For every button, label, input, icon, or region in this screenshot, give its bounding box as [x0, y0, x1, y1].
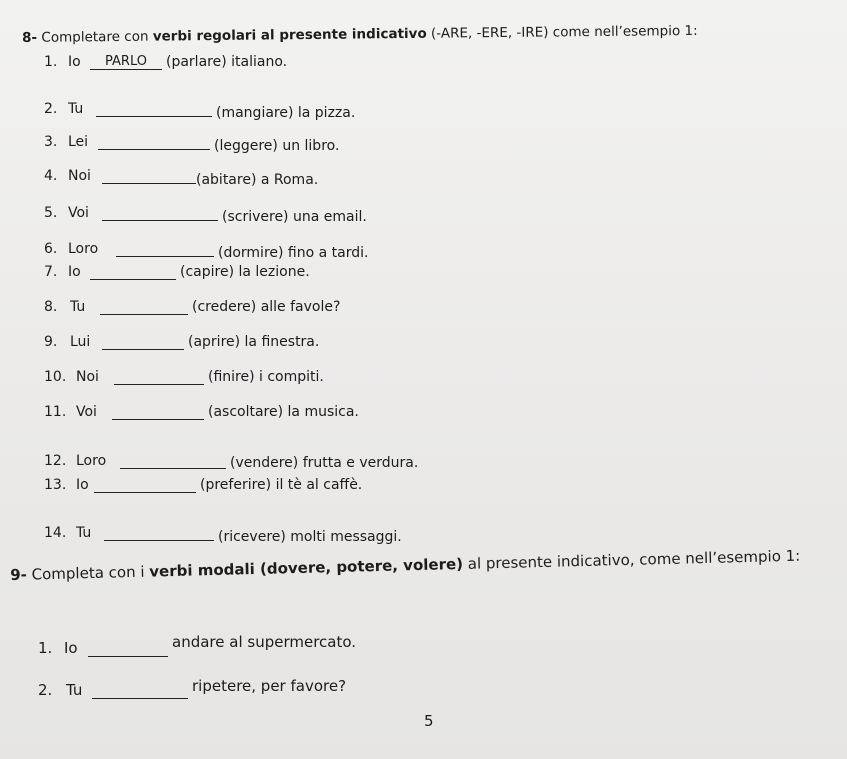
item-prompt: (finire) i compiti.: [208, 369, 324, 385]
item-prompt: (aprire) la finestra.: [188, 334, 320, 350]
item-number: 1.: [44, 54, 58, 70]
item-subject: Noi: [76, 369, 99, 385]
exercise-9-number: 9-: [10, 565, 28, 584]
exercise-8-item-4: [44, 155, 319, 188]
item-prompt: andare al supermercato.: [172, 633, 357, 651]
exercise-9-instruction-bold: verbi modali (dovere, potere, volere): [149, 554, 464, 581]
exercise-8-item-8: [44, 299, 340, 315]
answer-blank[interactable]: [88, 642, 168, 657]
item-number: 2.: [38, 681, 53, 699]
answer-blank[interactable]: [90, 265, 176, 280]
item-number: 8.: [44, 299, 58, 315]
exercise-8-item-5: [44, 192, 367, 225]
item-subject: Lui: [70, 334, 91, 350]
exercise-8-instruction: [22, 23, 698, 46]
item-subject: Io: [68, 54, 81, 70]
exercise-9-instruction-post: al presente indicativo, come nell’esempio 1:: [462, 546, 801, 573]
answer-blank[interactable]: PARLO: [90, 55, 162, 70]
item-number: 6.: [44, 241, 58, 257]
item-subject: Tu: [68, 101, 84, 117]
exercise-8-item-11: [44, 404, 359, 420]
item-prompt: (leggere) un libro.: [214, 138, 340, 154]
item-prompt: (ricevere) molti messaggi.: [218, 529, 402, 545]
answer-blank[interactable]: [116, 242, 214, 257]
item-number: 3.: [44, 134, 58, 150]
item-number: 5.: [44, 205, 58, 221]
item-subject: Voi: [68, 205, 89, 221]
item-number: 1.: [38, 639, 53, 657]
exercise-8-instruction-pre: Completare con: [41, 28, 153, 46]
item-prompt: ripetere, per favore?: [192, 677, 347, 695]
exercise-8-item-1: [44, 54, 287, 70]
item-prompt: (abitare) a Roma.: [196, 172, 319, 188]
item-prompt: (mangiare) la pizza.: [216, 105, 356, 121]
item-prompt: (dormire) fino a tardi.: [218, 245, 369, 261]
item-number: 9.: [44, 334, 58, 350]
item-subject: Tu: [76, 525, 92, 541]
answer-blank[interactable]: [92, 684, 188, 699]
exercise-8-item-9: [44, 334, 319, 350]
item-subject: Voi: [76, 404, 97, 420]
exercise-8-item-2: [44, 88, 356, 121]
item-number: 12.: [44, 453, 67, 469]
answer-blank[interactable]: [102, 169, 196, 184]
exercise-9-item-2: [38, 670, 346, 699]
exercise-8-number: 8-: [22, 29, 38, 46]
answer-blank[interactable]: [114, 370, 204, 385]
exercise-8-item-10: [44, 369, 324, 385]
exercise-8-instruction-bold: verbi regolari al presente indicativo: [152, 25, 427, 45]
item-number: 14.: [44, 525, 67, 541]
exercise-8-item-13: [44, 477, 362, 493]
item-prompt: (ascoltare) la musica.: [208, 404, 359, 420]
item-subject: Io: [76, 477, 89, 493]
item-prompt: (capire) la lezione.: [180, 264, 310, 280]
item-subject: Io: [64, 639, 78, 657]
answer-blank[interactable]: [112, 405, 204, 420]
item-number: 10.: [44, 369, 67, 385]
exercise-9-instruction-pre: Completa con i: [26, 562, 150, 584]
exercise-8-instruction-post: (-ARE, -ERE, -IRE) come nell’esempio 1:: [426, 22, 698, 42]
answer-blank[interactable]: [102, 335, 184, 350]
item-subject: Lei: [68, 134, 89, 150]
item-number: 2.: [44, 101, 58, 117]
answer-blank[interactable]: [94, 478, 196, 493]
item-subject: Tu: [70, 299, 86, 315]
item-subject: Noi: [68, 168, 91, 184]
item-subject: Loro: [76, 453, 107, 469]
page-number: 5: [424, 712, 434, 730]
item-number: 7.: [44, 264, 58, 280]
item-prompt: (parlare) italiano.: [166, 54, 288, 70]
item-subject: Io: [68, 264, 81, 280]
item-number: 11.: [44, 404, 67, 420]
item-prompt: (vendere) frutta e verdura.: [230, 455, 419, 471]
item-number: 13.: [44, 477, 67, 493]
answer-blank[interactable]: [102, 206, 218, 221]
item-subject: Tu: [66, 681, 83, 699]
item-prompt: (scrivere) una email.: [222, 209, 367, 225]
exercise-8-item-14: [44, 512, 402, 545]
answer-blank[interactable]: [104, 526, 214, 541]
exercise-8-item-3: [44, 121, 340, 154]
exercise-8-item-12: [44, 440, 418, 469]
exercise-9-instruction: [10, 547, 800, 584]
answer-blank[interactable]: [96, 102, 212, 117]
item-subject: Loro: [68, 241, 99, 257]
item-prompt: (credere) alle favole?: [192, 299, 341, 315]
exercise-8-item-6: [44, 228, 369, 261]
item-number: 4.: [44, 168, 58, 184]
exercise-8-item-7: [44, 264, 310, 280]
answer-blank[interactable]: [100, 300, 188, 315]
answer-blank[interactable]: [120, 454, 226, 469]
answer-blank[interactable]: [98, 135, 210, 150]
exercise-9-item-1: [38, 628, 356, 657]
item-prompt: (preferire) il tè al caffè.: [200, 477, 363, 493]
